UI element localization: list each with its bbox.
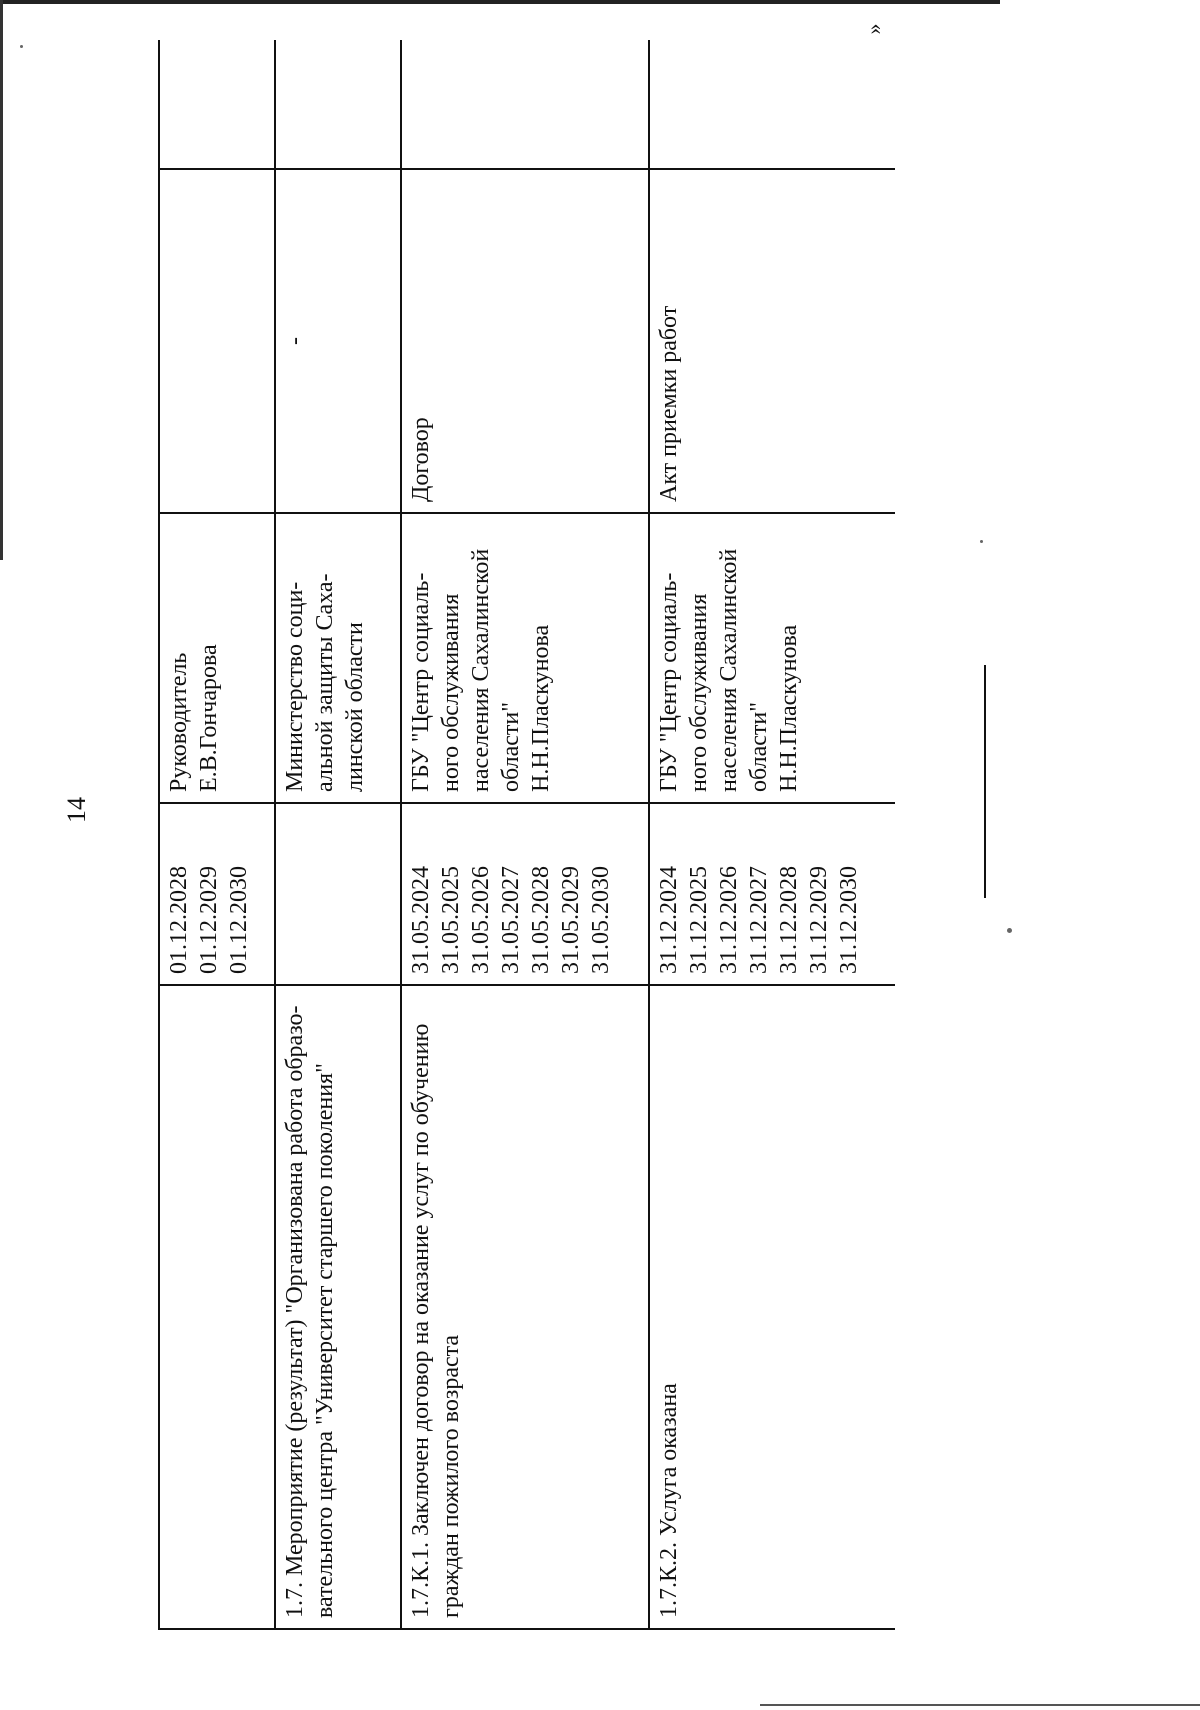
scan-edge-left	[0, 0, 3, 560]
cell-responsible: ГБУ "Центр социаль- ного обслуживания населения Сахалинской области" Н.Н.Пласкунова	[649, 513, 895, 803]
cell-dates: 01.12.2028 01.12.2029 01.12.2030	[159, 803, 275, 985]
cell-extra	[401, 40, 649, 169]
scan-speck	[20, 45, 23, 48]
table-row	[401, 40, 649, 1629]
document-table-wrapper	[158, 40, 895, 1630]
table-row	[159, 40, 275, 1629]
cell-name	[159, 985, 275, 1629]
cell-document	[159, 169, 275, 513]
cell-dates: 31.12.2024 31.12.2025 31.12.2026 31.12.2027 31.12.2028 31.12.2029 31.12.2030	[649, 803, 895, 985]
table-row	[649, 40, 895, 1629]
cell-name: 1.7.К.2. Услуга оказана	[649, 985, 895, 1629]
cell-document: -	[275, 169, 401, 513]
cell-name: 1.7. Мероприятие (результат) "Организована работа образо- вательного центра "Университет старшего поколения"	[275, 985, 401, 1629]
cell-name: 1.7.К.1. Заключен договор на оказание услуг по обучению граждан пожилого возраста	[401, 985, 649, 1629]
cell-document: Договор	[401, 169, 649, 513]
cell-responsible: Руководитель Е.В.Гончарова	[159, 513, 275, 803]
cell-document: Акт приемки работ	[649, 169, 895, 513]
scan-edge-bottom	[760, 1704, 1200, 1706]
page-number: 14	[62, 797, 91, 823]
scan-speck	[980, 540, 983, 543]
footnote-rule	[984, 665, 986, 898]
cell-responsible: Министерство соци- альной защиты Саха- линской области	[275, 513, 401, 803]
cell-extra	[649, 40, 895, 169]
cell-dates	[275, 803, 401, 985]
control-points-table	[158, 40, 895, 1630]
scan-edge-top	[0, 0, 1000, 4]
cell-responsible: ГБУ "Центр социаль- ного обслуживания населения Сахалинской области" Н.Н.Пласкунова	[401, 513, 649, 803]
cell-extra	[159, 40, 275, 169]
quote-mark: »	[861, 23, 886, 35]
table-row	[275, 40, 401, 1629]
scan-speck	[1007, 928, 1012, 933]
cell-extra	[275, 40, 401, 169]
cell-dates: 31.05.2024 31.05.2025 31.05.2026 31.05.2027 31.05.2028 31.05.2029 31.05.2030	[401, 803, 649, 985]
